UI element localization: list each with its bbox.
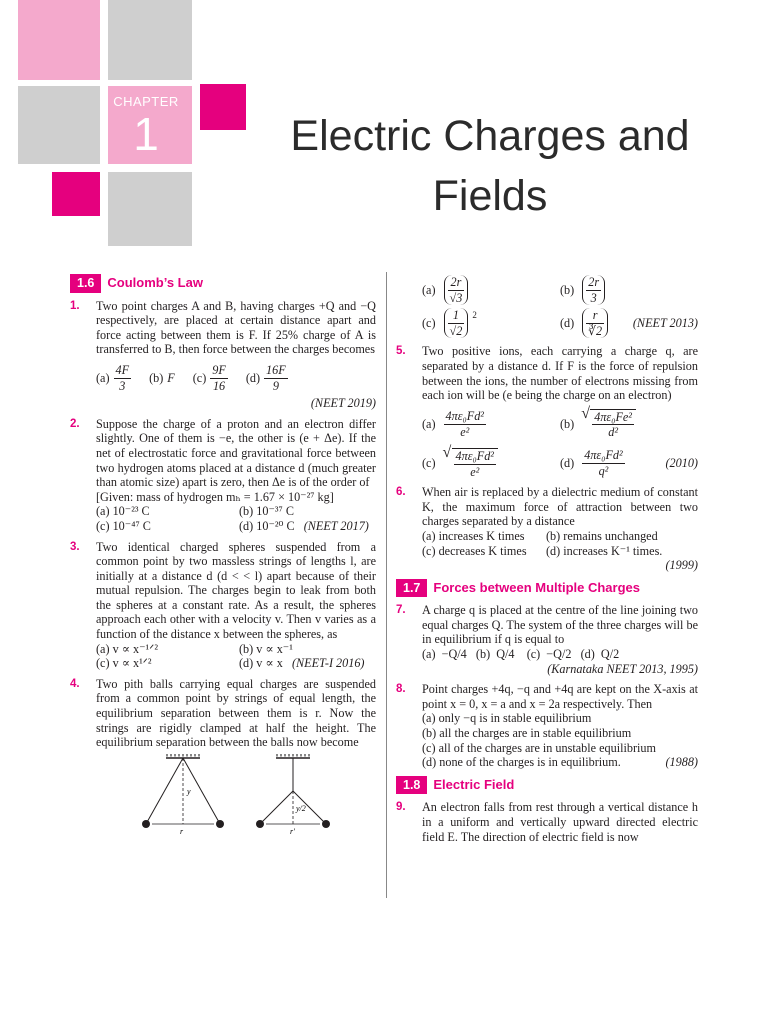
pith-ball-diagram <box>96 754 376 838</box>
options-row <box>96 363 376 393</box>
question-1 <box>70 299 376 411</box>
right-column <box>396 272 698 850</box>
question-text: Two positive ions, each carrying a charge q, are separated by a distance d. If F is the force of repulsion between the ions, the number of electrons missing from each ion will be (e being the charge on an electron) <box>422 344 698 403</box>
option-a: (a) increases K times <box>422 528 525 543</box>
question-8 <box>396 682 698 770</box>
options-grid <box>422 529 698 558</box>
question-text: Two pith balls carrying equal charges are suspended from a common point by strings of equal length, the equilibrium separation between them is r. Now the strings are rigidly clamped at half the height. The equilibrium separation between the balls now become <box>96 676 376 750</box>
option-a: (a) v ∝ x⁻¹ᐟ² <box>96 641 159 656</box>
section-title: Electric Field <box>433 776 515 792</box>
question-text: Two point charges A and B, having charges +Q and −Q respectively, are placed at certain distance apart and force acting between them is F. If 25% charge of A is transferred to B, then force between the charges becomes <box>96 298 376 357</box>
question-text: Point charges +4q, −q and +4q are kept on the X-axis at point x = 0, x = a and x = 2a respectively. Then <box>422 682 698 711</box>
option-d: (d) $\frac{\text{4πε₀Fd²}}{\text{q²}}$ (2010) <box>560 448 698 479</box>
question-source: (1999) <box>665 558 698 573</box>
chapter-label: CHAPTER <box>113 94 179 109</box>
option-d: (d) $\frac{r}{∛2}$ (NEET 2013) <box>560 308 698 338</box>
deco-square-pink-small <box>52 172 100 216</box>
question-source: (NEET 2013) <box>632 315 698 330</box>
fig-label-y: y <box>187 786 191 796</box>
option-d: (d) 10⁻²⁰ C (NEET 2017) <box>239 518 369 533</box>
fig-label-r: r <box>180 826 184 836</box>
question-source: (2010) <box>665 456 698 471</box>
question-number: 6. <box>396 486 406 499</box>
title-line-2: Fields <box>432 172 548 220</box>
chapter-title <box>240 106 740 226</box>
question-number: 4. <box>70 677 80 690</box>
question-source: (NEET 2019) <box>310 396 376 411</box>
chapter-number: 1 <box>133 108 159 160</box>
options-line: (a) −Q/4 (b) Q/4 (c) −Q/2 (d) Q/2 <box>422 647 620 662</box>
option-d: (d) increases K⁻¹ times. <box>546 543 663 558</box>
column-divider <box>386 272 387 898</box>
deco-square-gray-top <box>108 0 192 80</box>
title-line-1: Electric Charges and <box>290 112 690 160</box>
left-column <box>70 272 376 847</box>
question-4-options <box>396 275 698 338</box>
question-given: [Given: mass of hydrogen mₕ = 1.67 × 10⁻²⁷ kg] <box>96 489 334 504</box>
option-c: (c) v ∝ x¹ᐟ² <box>96 656 152 671</box>
question-source: (NEET-I 2016) <box>291 656 365 671</box>
section-number: 1.6 <box>70 274 101 293</box>
question-number: 2. <box>70 417 80 430</box>
question-source: (1988) <box>665 755 698 770</box>
option-c: (c) all of the charges are in unstable equilibrium <box>422 740 656 755</box>
section-heading-1-7 <box>396 579 698 598</box>
question-text: Two identical charged spheres suspended from a common point by two massless strings of lengths l, are initially at a distance d (d < < l) apart because of their mutual repulsion. The charges begin to leak from both the spheres at a constant rate. As a result, the spheres approach each other with a velocity v. Then v varies as a function of the distance x between the spheres, as <box>96 539 376 642</box>
question-number: 5. <box>396 345 406 358</box>
section-number: 1.8 <box>396 776 427 795</box>
question-text: When air is replaced by a dielectric medium of constant K, the maximum force of attraction between two charges separated by a distance <box>422 485 698 529</box>
section-heading-1-8 <box>396 776 698 795</box>
option-b: (b) F <box>149 370 175 385</box>
section-number: 1.7 <box>396 579 427 598</box>
option-a: (a) $\frac{2r}{√3}$ <box>396 275 560 305</box>
fig-label-y2: y/2 <box>296 803 306 813</box>
question-text: A charge q is placed at the centre of the line joining two equal charges Q. The system of the three charges will be in equilibrium if q is equal to <box>422 603 698 647</box>
option-c: (c) 10⁻⁴⁷ C <box>96 518 151 533</box>
question-number: 7. <box>396 604 406 617</box>
question-number: 8. <box>396 683 406 696</box>
question-9 <box>396 800 698 844</box>
section-title: Coulomb’s Law <box>107 275 203 290</box>
option-a: (a) 10⁻²³ C <box>96 504 150 519</box>
section-title: Forces between Multiple Charges <box>433 579 640 595</box>
options-grid <box>96 642 376 671</box>
option-d: (d) $\frac{16F}{9}$ <box>245 362 286 393</box>
option-c: (c) √ $\frac{\text{4πε₀Fd²}}{\text{e²}}$ <box>422 448 560 479</box>
fig-label-r-prime: r′ <box>290 826 295 836</box>
question-6 <box>396 485 698 573</box>
option-b: (b) 10⁻³⁷ C <box>239 504 294 519</box>
question-2 <box>70 417 376 534</box>
question-text: Suppose the charge of a proton and an electron differ slightly. One of them is −e, the other is (e + Δe). If the net of electrostatic force and gravitational force between two hydrogen atoms placed at a distance d (much greater than atomic size) apart is zero, then Δe is of the order of <box>96 416 376 490</box>
question-7 <box>396 603 698 676</box>
question-source: (Karnataka NEET 2013, 1995) <box>547 661 698 676</box>
question-5 <box>396 344 698 479</box>
option-b: (b) v ∝ x⁻¹ <box>239 641 293 656</box>
deco-square-gray-left <box>18 86 100 164</box>
question-4 <box>70 677 376 842</box>
option-c: (c) $\frac{9F}{16}$ <box>192 362 226 393</box>
option-d: (d) none of the charges is in equilibrium. <box>422 755 621 770</box>
option-a: (a) $\frac{4F}{3}$ <box>96 362 130 393</box>
option-c: (c) decreases K times <box>422 543 527 558</box>
question-source: (NEET 2017) <box>303 518 369 533</box>
option-b: (b) $\frac{2r}{3}$ <box>560 275 698 305</box>
option-c: (c) $\frac{1}{√2}$ $^2$ <box>422 308 477 338</box>
option-b: (b) remains unchanged <box>546 528 658 543</box>
option-b: (b) √ $\frac{\text{4πε₀Fe²}}{\text{d²}}$ <box>560 409 698 440</box>
deco-square-pink-top <box>18 0 100 80</box>
options-grid <box>96 504 376 533</box>
option-a: (a) $\frac{\text{4πε₀Fd²}}{\text{e²}}$ <box>422 409 484 439</box>
deco-square-gray-mid <box>108 172 192 246</box>
option-d: (d) v ∝ x (NEET-I 2016) <box>239 656 365 671</box>
option-a: (a) only −q is in stable equilibrium <box>422 711 592 726</box>
question-text: An electron falls from rest through a vertical distance h in a uniform and vertically upward directed electric field E. The direction of electric field is now <box>422 800 698 844</box>
question-number: 3. <box>70 540 80 553</box>
question-number: 1. <box>70 299 80 312</box>
question-number: 9. <box>396 801 406 814</box>
question-3 <box>70 540 376 671</box>
option-b: (b) all the charges are in stable equilibrium <box>422 726 632 741</box>
section-heading-1-6 <box>70 274 376 293</box>
